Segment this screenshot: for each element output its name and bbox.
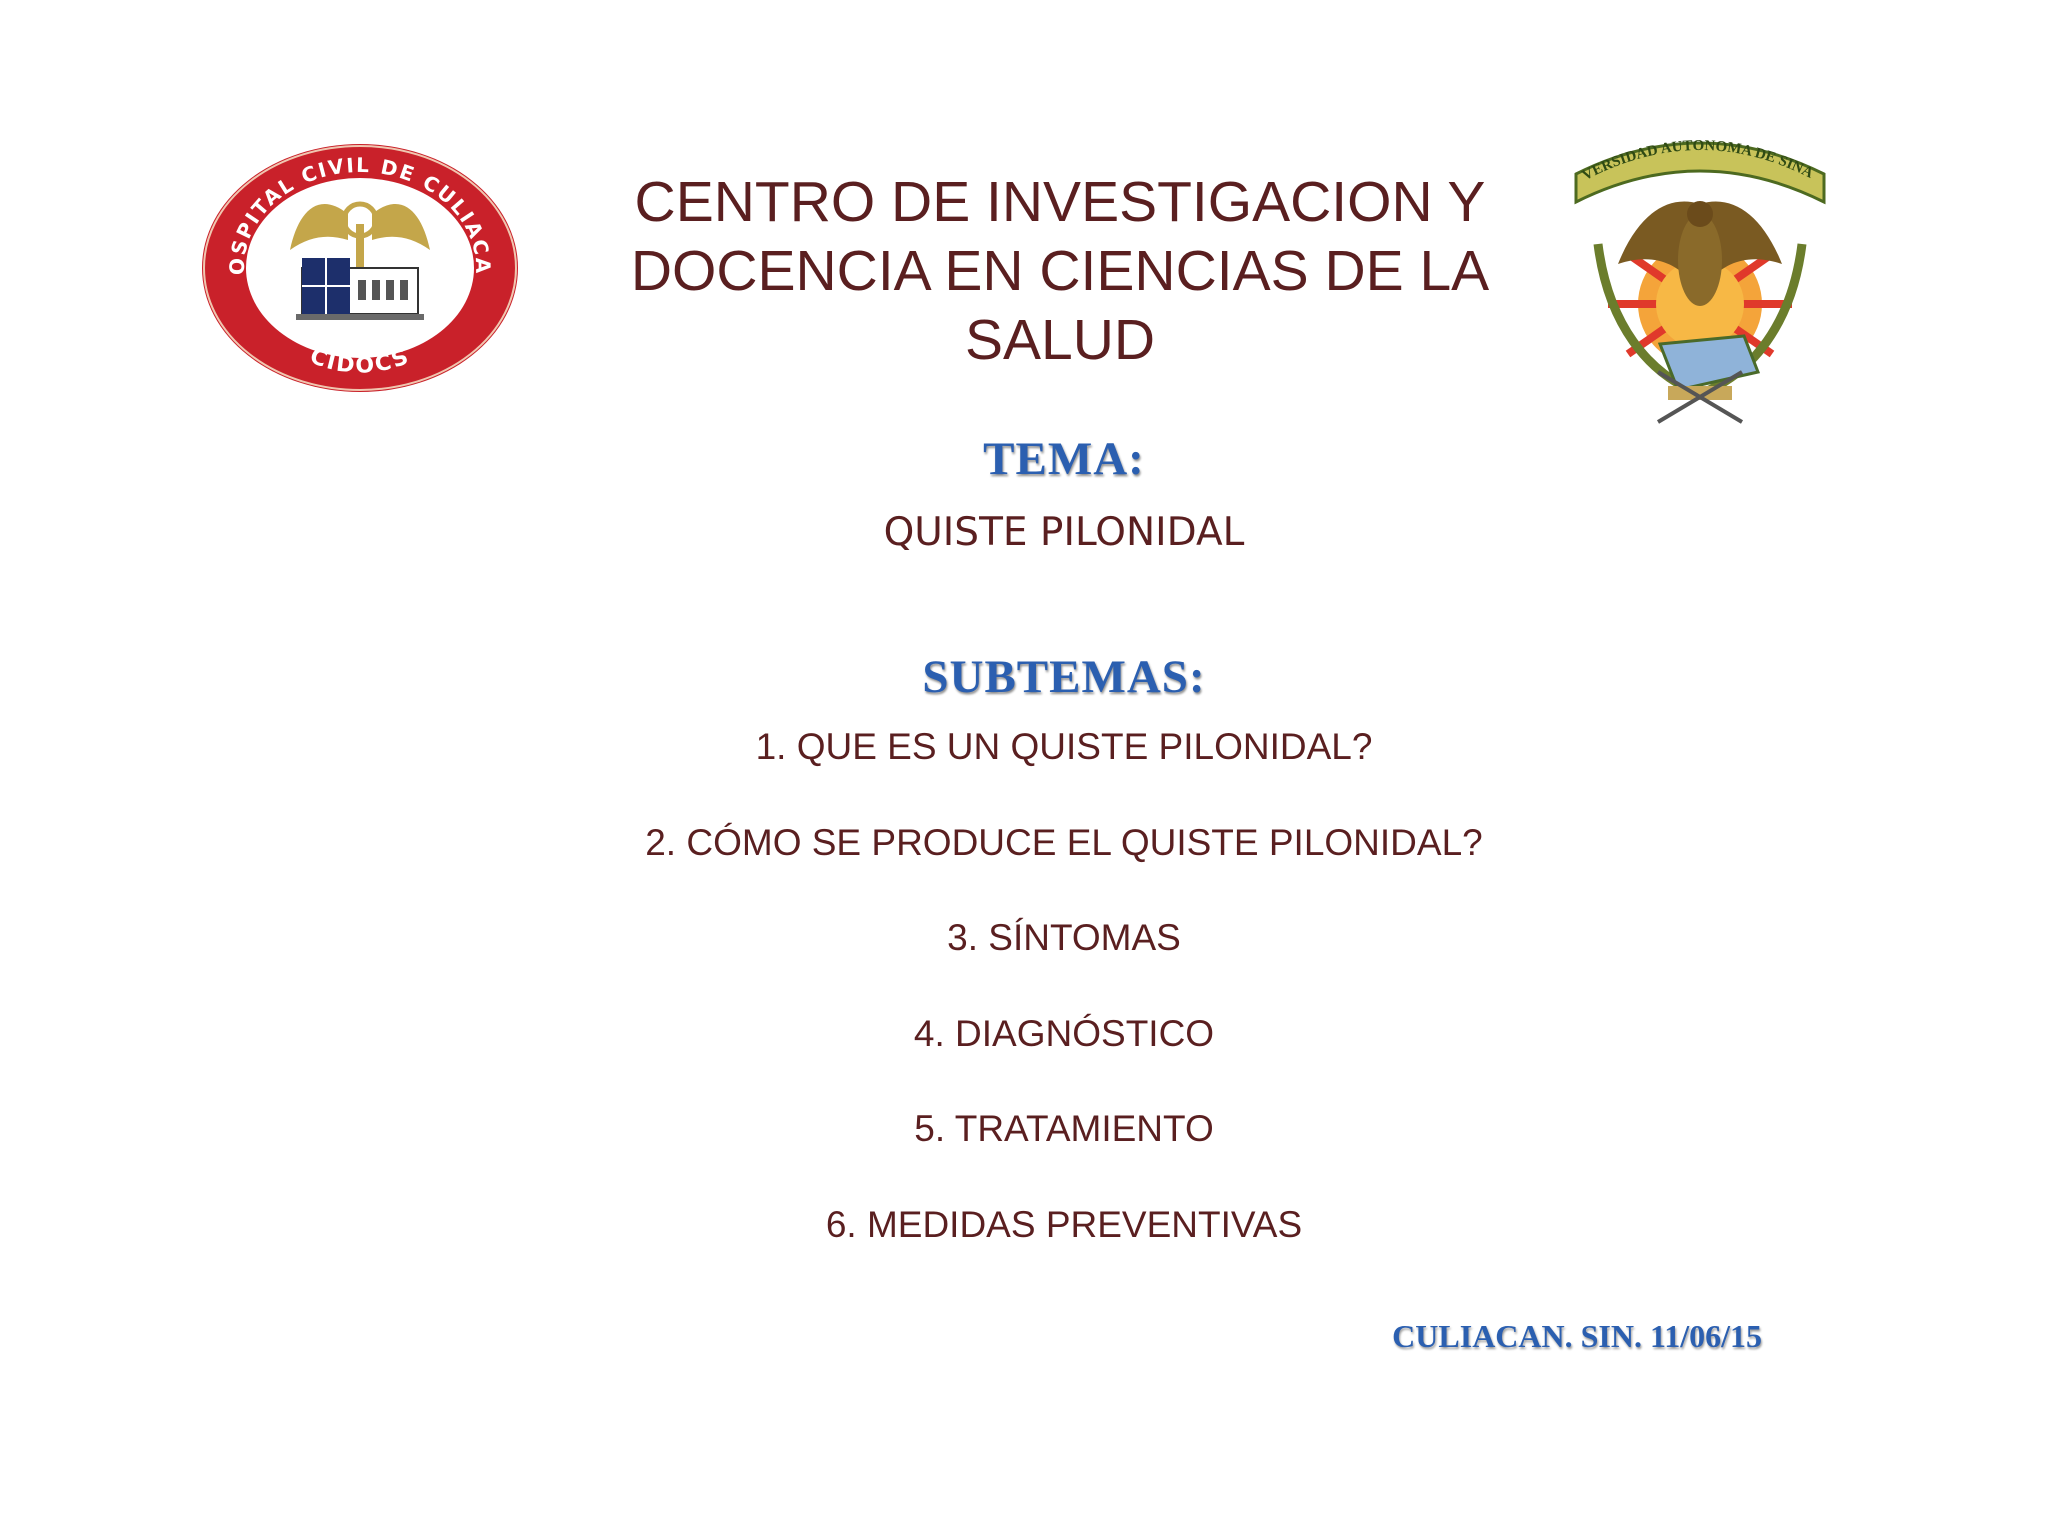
svg-text:UNIVERSIDAD AUTONOMA DE SINALO: VERSIDAD AUTONOMA DE SINA xyxy=(1579,137,1816,185)
subtopic-item: 6. MEDIDAS PREVENTIVAS xyxy=(825,1203,1303,1245)
hospital-seal-icon xyxy=(198,140,522,396)
tema-value: QUISTE PILONIDAL xyxy=(883,510,1245,555)
subtopic-item: 1. QUE ES UN QUISTE PILONIDAL? xyxy=(755,726,1373,767)
subtopic-item: 2. CÓMO SE PRODUCE EL QUISTE PILONIDAL? xyxy=(645,821,1483,863)
title-line: DOCENCIA EN CIENCIAS DE LA xyxy=(630,239,1490,303)
tema-heading: TEMA: xyxy=(983,433,1145,485)
subtopic-item: 4. DIAGNÓSTICO xyxy=(913,1012,1215,1054)
subtopic-item: 5. TRATAMIENTO xyxy=(914,1108,1214,1149)
subtemas-heading: SUBTEMAS: xyxy=(922,651,1206,703)
location-date: CULIACAN. SIN. 11/06/15 xyxy=(1392,1318,1762,1354)
institution-title xyxy=(560,168,1560,375)
title-line: SALUD xyxy=(964,308,1156,372)
subtopic-list xyxy=(514,722,1614,1295)
subtopic-item: 3. SÍNTOMAS xyxy=(947,917,1181,958)
svg-text:HOSPITAL CIVIL DE CULIACAN: OSPITAL CIVIL DE CULIACA xyxy=(224,152,496,276)
title-line: CENTRO DE INVESTIGACION Y xyxy=(634,170,1486,234)
university-crest-icon xyxy=(1568,104,1832,434)
svg-text:CIDOCS: CIDOCS xyxy=(306,343,414,379)
